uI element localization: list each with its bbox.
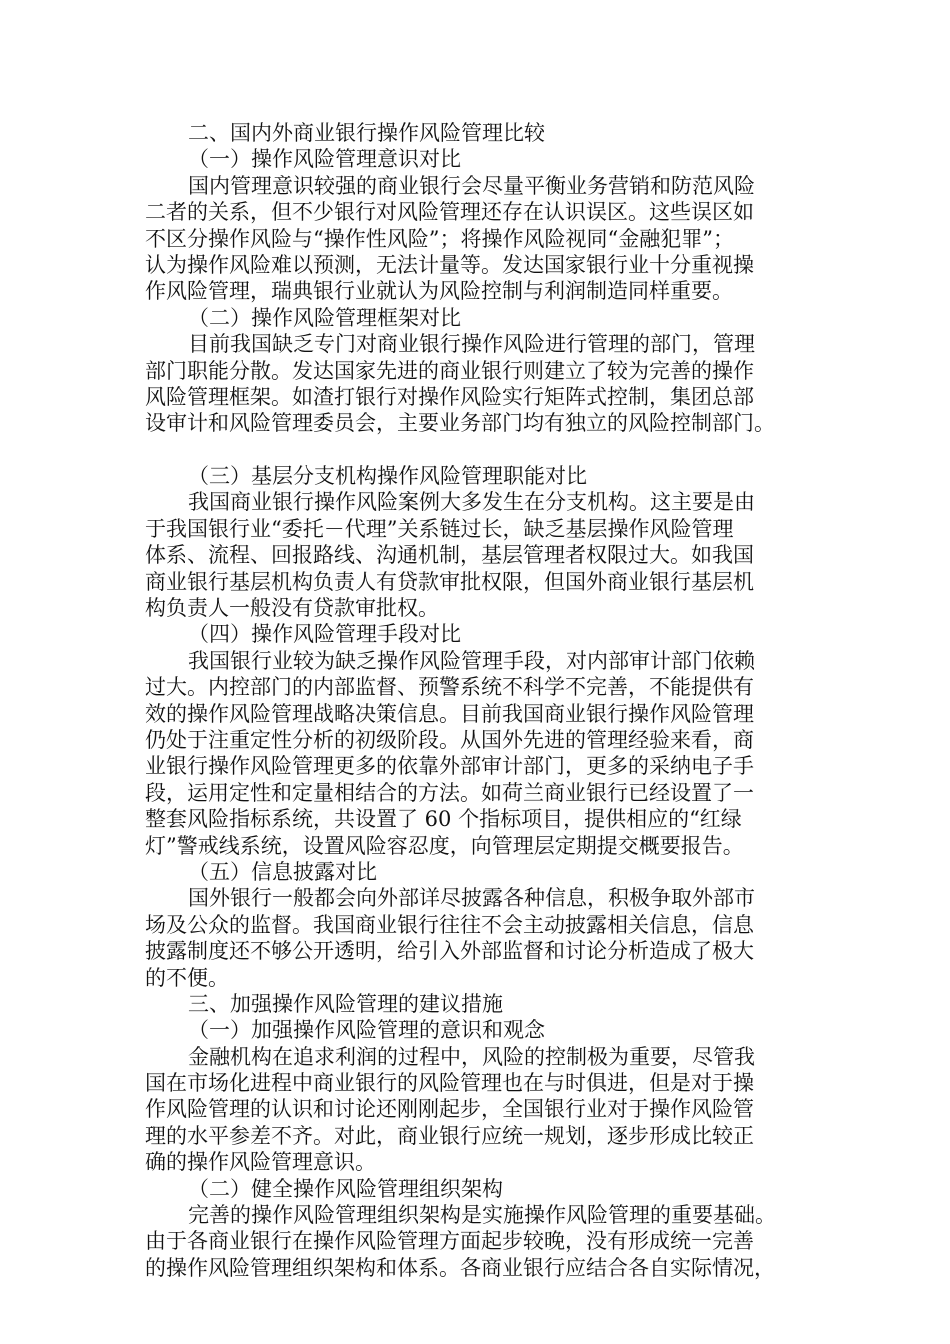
paragraph-line: 完善的操作风险管理组织架构是实施操作风险管理的重要基础。 — [188, 1203, 776, 1228]
paragraph-line: 我国商业银行操作风险案例大多发生在分支机构。这主要是由 — [188, 490, 755, 515]
paragraph-line: 整套风险指标系统，共设置了 60 个指标项目，提供相应的“红绿 — [145, 807, 742, 832]
paragraph-line: 披露制度还不够公开透明，给引入外部监督和讨论分析造成了极大 — [145, 939, 754, 964]
paragraph-line: 国外银行一般都会向外部详尽披露各种信息，积极争取外部市 — [188, 886, 755, 911]
paragraph-line: 设审计和风险管理委员会，主要业务部门均有独立的风险控制部门。 — [145, 411, 775, 436]
paragraph-line: 不区分操作风险与“操作性风险”；将操作风险视同“金融犯罪”； — [145, 226, 734, 251]
paragraph-line: 二者的关系，但不少银行对风险管理还存在认识误区。这些误区如 — [145, 200, 754, 225]
subsection-heading: （四）操作风险管理手段对比 — [188, 622, 461, 647]
paragraph-line: 作风险管理的认识和讨论还刚刚起步，全国银行业对于操作风险管 — [145, 1097, 754, 1122]
paragraph-line: 认为操作风险难以预测，无法计量等。发达国家银行业十分重视操 — [145, 252, 754, 277]
paragraph-line: 风险管理框架。如渣打银行对操作风险实行矩阵式控制，集团总部 — [145, 384, 754, 409]
paragraph-line: 由于各商业银行在操作风险管理方面起步较晚，没有形成统一完善 — [145, 1229, 754, 1254]
paragraph-line: 目前我国缺乏专门对商业银行操作风险进行管理的部门，管理 — [188, 332, 755, 357]
paragraph-line: 仍处于注重定性分析的初级阶段。从国外先进的管理经验来看，商 — [145, 727, 754, 752]
paragraph-line: 作风险管理，瑞典银行业就认为风险控制与利润制造同样重要。 — [145, 279, 733, 304]
paragraph-line: 场及公众的监督。我国商业银行往往不会主动披露相关信息，信息 — [145, 912, 754, 937]
paragraph-line: 国内管理意识较强的商业银行会尽量平衡业务营销和防范风险 — [188, 173, 755, 198]
subsection-heading: （三）基层分支机构操作风险管理职能对比 — [188, 464, 587, 489]
blank-line — [145, 437, 805, 463]
section-heading: 二、国内外商业银行操作风险管理比较 — [188, 121, 545, 145]
paragraph-line: 段，运用定性和定量相结合的方法。如荷兰商业银行已经设置了一 — [145, 780, 754, 805]
paragraph-line: 于我国银行业“委托－代理”关系链过长，缺乏基层操作风险管理 — [145, 516, 734, 541]
paragraph-line: 确的操作风险管理意识。 — [145, 1150, 376, 1175]
paragraph-line: 金融机构在追求利润的过程中，风险的控制极为重要，尽管我 — [188, 1044, 755, 1069]
subsection-heading: （二）健全操作风险管理组织架构 — [188, 1176, 503, 1201]
subsection-heading: （一）加强操作风险管理的意识和观念 — [188, 1018, 545, 1043]
subsection-heading: （二）操作风险管理框架对比 — [188, 305, 461, 330]
paragraph-line: 国在市场化进程中商业银行的风险管理也在与时俱进，但是对于操 — [145, 1071, 754, 1096]
paragraph-line: 体系、流程、回报路线、沟通机制，基层管理者权限过大。如我国 — [145, 543, 754, 568]
paragraph-line: 业银行操作风险管理更多的依靠外部审计部门，更多的采纳电子手 — [145, 754, 754, 779]
paragraph-line: 效的操作风险管理战略决策信息。目前我国商业银行操作风险管理 — [145, 701, 754, 726]
paragraph-line: 我国银行业较为缺乏操作风险管理手段，对内部审计部门依赖 — [188, 648, 755, 673]
paragraph-line: 灯”警戒线系统，设置风险容忍度，向管理层定期提交概要报告。 — [145, 833, 744, 858]
paragraph-line: 的不便。 — [145, 965, 229, 990]
section-heading: 三、加强操作风险管理的建议措施 — [188, 991, 503, 1016]
subsection-heading: （一）操作风险管理意识对比 — [188, 147, 461, 172]
paragraph-line: 部门职能分散。发达国家先进的商业银行则建立了较为完善的操作 — [145, 358, 754, 383]
paragraph-line: 过大。内控部门的内部监督、预警系统不科学不完善，不能提供有 — [145, 675, 754, 700]
paragraph-line: 理的水平参差不齐。对此，商业银行应统一规划，逐步形成比较正 — [145, 1123, 754, 1148]
paragraph-line: 商业银行基层机构负责人有贷款审批权限，但国外商业银行基层机 — [145, 569, 754, 594]
document-page — [145, 120, 805, 1281]
subsection-heading: （五）信息披露对比 — [188, 859, 377, 884]
paragraph-line: 的操作风险管理组织架构和体系。各商业银行应结合各自实际情况， — [145, 1255, 775, 1280]
paragraph-line: 构负责人一般没有贷款审批权。 — [145, 596, 439, 621]
